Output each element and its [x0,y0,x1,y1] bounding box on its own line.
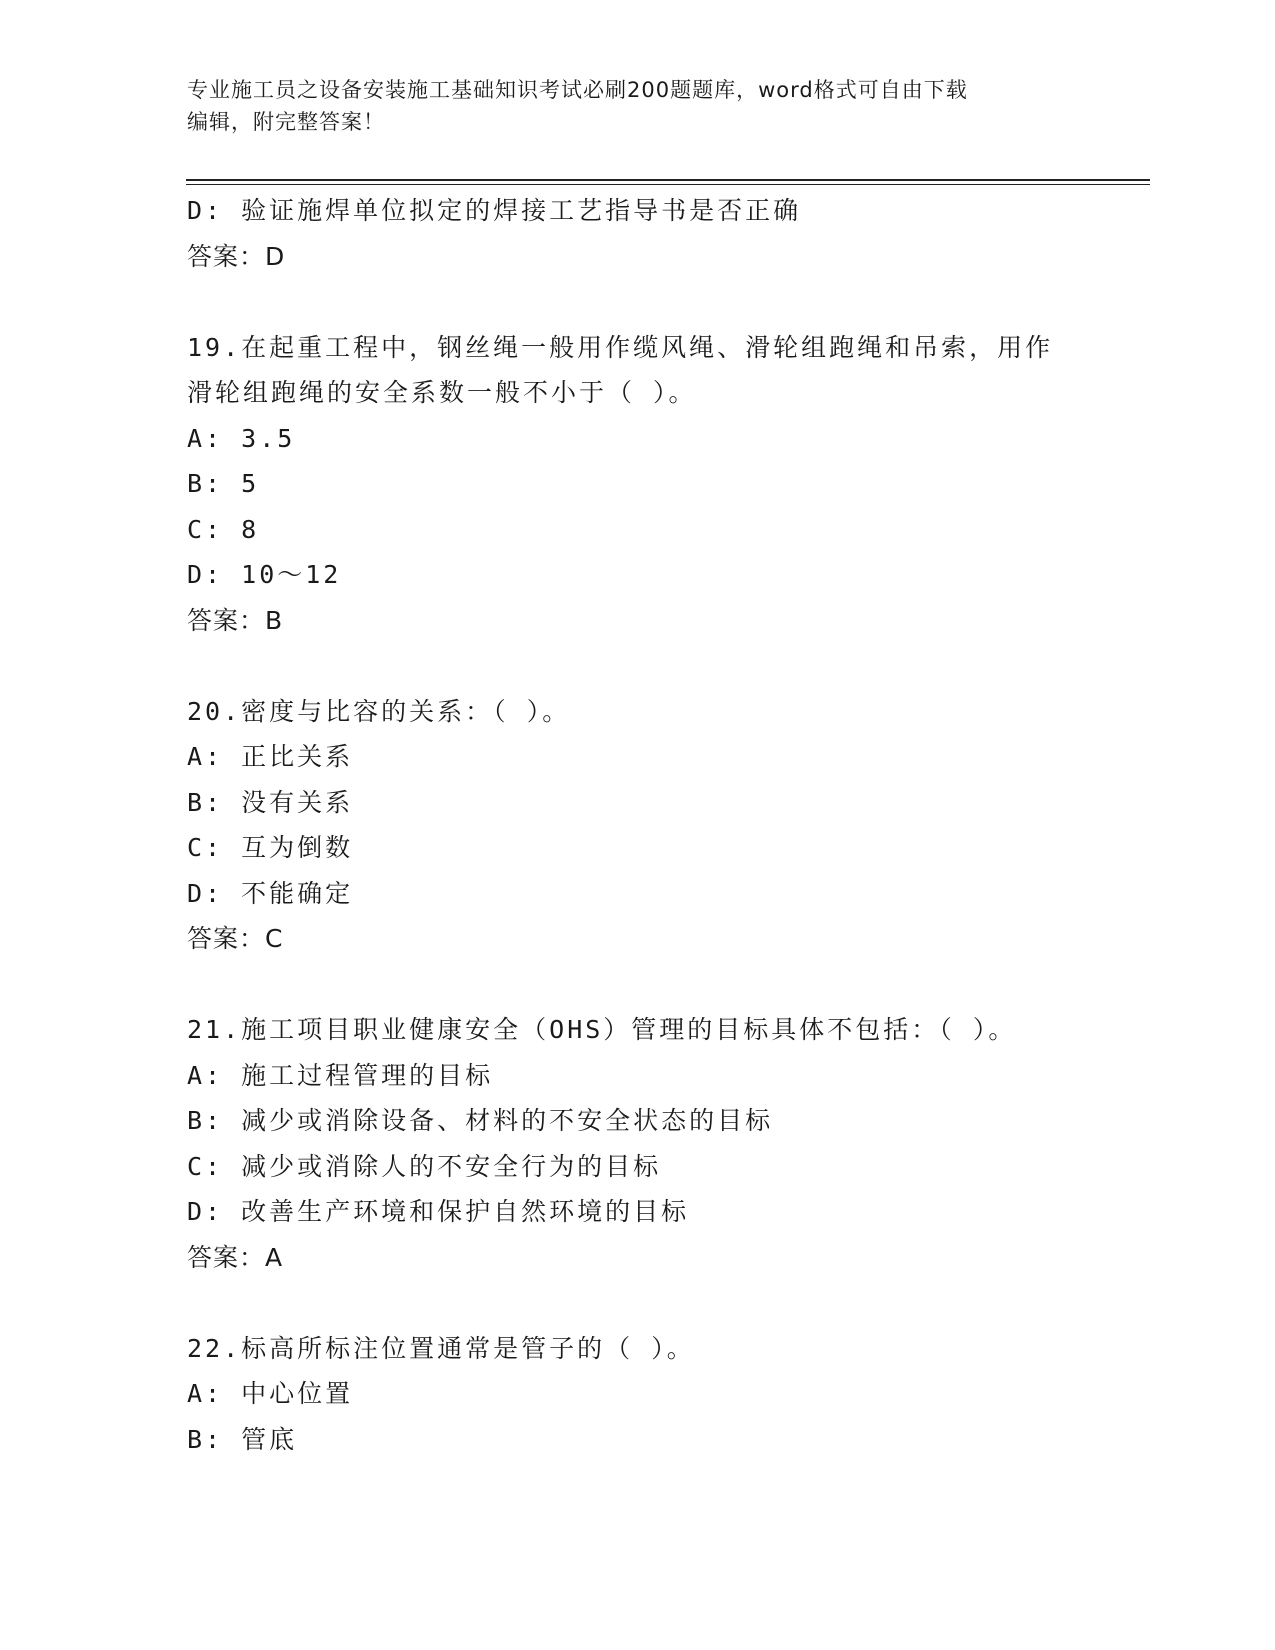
option-b: B: 减少或消除设备、材料的不安全状态的目标 [187,1106,774,1135]
option-a: A: 中心位置 [187,1379,354,1408]
option-a: A: 正比关系 [187,742,354,771]
option-d: D: 改善生产环境和保护自然环境的目标 [187,1197,690,1226]
option-b: B: 没有关系 [187,787,354,817]
header-divider-thin [186,184,1150,185]
answer-line: 答案：B [187,605,284,635]
option-c: C: 8 [187,514,260,544]
question-block [187,325,1087,644]
document-header [187,74,1087,138]
question-block [187,1007,1087,1280]
question-stem-cont: 滑轮组跑绳的安全系数一般不小于（ ）。 [187,378,697,407]
question-block [187,689,1087,962]
question-stem: 22.标高所标注位置通常是管子的（ ）。 [187,1333,695,1363]
document-body [187,188,1087,1462]
question-stem: 19.在起重工程中，钢丝绳一般用作缆风绳、滑轮组跑绳和吊索，用作 [187,332,1054,362]
question-stem: 20.密度与比容的关系：（ ）。 [187,696,571,726]
option-d: D: 验证施焊单位拟定的焊接工艺指导书是否正确 [187,196,802,225]
option-d: D: 10～12 [187,560,342,589]
question-stem: 21.施工项目职业健康安全（OHS）管理的目标具体不包括：（ ）。 [187,1015,1017,1044]
answer-line: 答案：A [187,1242,284,1272]
question-block [187,1326,1087,1463]
header-line-1: 专业施工员之设备安装施工基础知识考试必刷200题题库，word格式可自由下载 [187,78,968,102]
option-d: D: 不能确定 [187,878,354,908]
option-a: A: 施工过程管理的目标 [187,1060,494,1090]
header-line-2: 编辑，附完整答案！ [187,110,385,134]
option-b: B: 管底 [187,1424,298,1454]
option-c: C: 互为倒数 [187,833,354,862]
option-b: B: 5 [187,469,260,498]
header-divider-thick [186,179,1150,181]
answer-line: 答案：C [187,924,284,953]
option-c: C: 减少或消除人的不安全行为的目标 [187,1151,662,1181]
answer-line: 答案：D [187,241,286,271]
option-a: A: 3.5 [187,423,296,453]
